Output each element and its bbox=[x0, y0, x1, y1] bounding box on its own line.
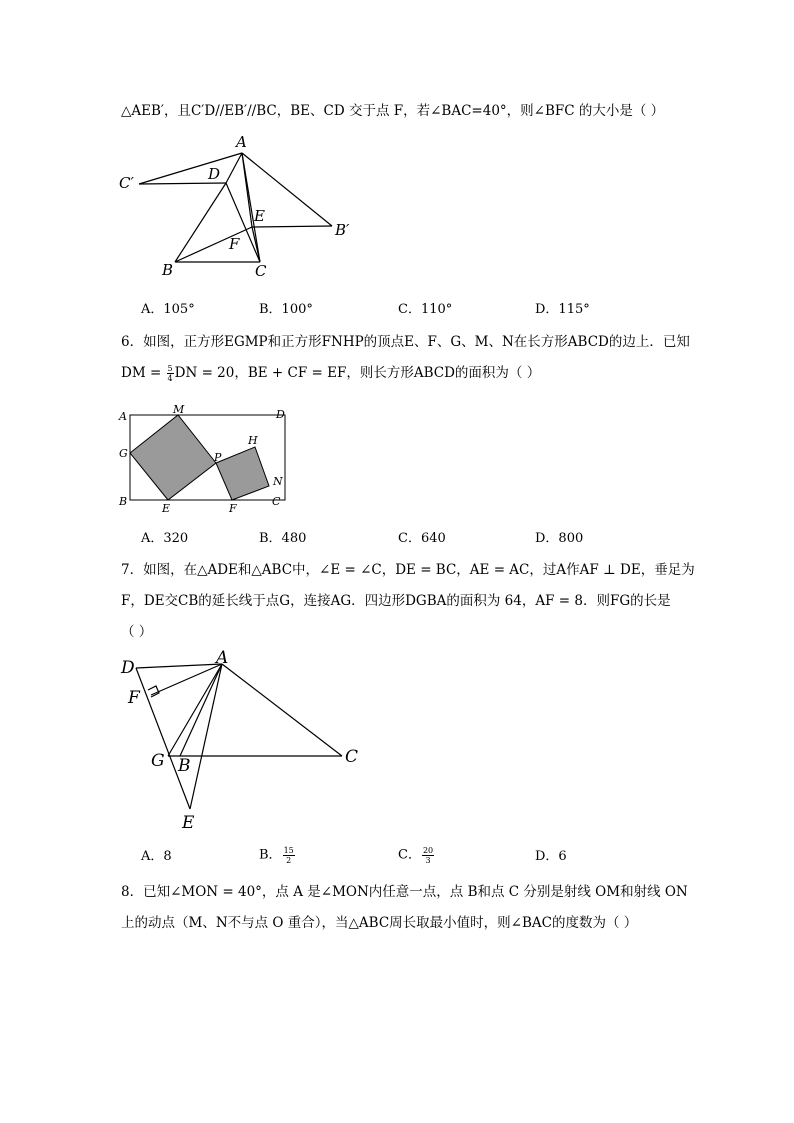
q6-line2 bbox=[121, 364, 540, 383]
q6-label-a: A bbox=[119, 410, 127, 423]
q7-line2: F，DE交CB的延长线于点G，连接AG．四边形DGBA的面积为 64，AF = 8．则FG的长是 bbox=[121, 593, 671, 609]
q6-label-d: D bbox=[276, 408, 285, 421]
q6-label-g: G bbox=[119, 447, 128, 460]
q7-label-a: A bbox=[216, 648, 229, 668]
q5-label-d: D bbox=[208, 165, 221, 183]
q7-seg-ac bbox=[222, 664, 342, 756]
q6-option-d[interactable]: D．800 bbox=[535, 531, 584, 546]
q5-seg-cpa bbox=[139, 153, 242, 184]
q5-figure bbox=[115, 130, 365, 285]
q7-option-c-num: 20 bbox=[422, 846, 434, 855]
q5-label-bp: B′ bbox=[335, 221, 350, 239]
q6-line2-post: DN = 20，BE + CF = EF，则长方形ABCD的面积为（ ） bbox=[174, 365, 541, 381]
q7-option-b-prefix: B． bbox=[259, 847, 282, 863]
q6-option-c[interactable]: C．640 bbox=[398, 531, 446, 546]
q5-label-f: F bbox=[229, 235, 240, 253]
q5-option-a[interactable]: A．105° bbox=[141, 302, 195, 317]
q6-label-f: F bbox=[229, 502, 237, 515]
q6-frac-num: 5 bbox=[167, 364, 173, 373]
q6-frac-den: 4 bbox=[167, 374, 173, 383]
q7-label-d: D bbox=[121, 658, 135, 678]
q6-label-h: H bbox=[248, 434, 258, 447]
q6-label-p: P bbox=[214, 451, 222, 464]
q6-figure bbox=[115, 402, 295, 517]
q5-label-b: B bbox=[162, 261, 174, 279]
q5-label-cp: C′ bbox=[119, 174, 134, 192]
q5-label-e: E bbox=[254, 207, 265, 225]
q7-option-c-prefix: C． bbox=[398, 847, 421, 863]
q6-label-n: N bbox=[273, 475, 283, 488]
q6-label-e: E bbox=[162, 502, 171, 515]
q7-option-b-num: 15 bbox=[283, 846, 294, 855]
q7-seg-af bbox=[151, 664, 222, 695]
q6-option-a[interactable]: A．320 bbox=[141, 531, 189, 546]
q8-line1: 8．已知∠MON = 40°，点 A 是∠MON内任意一点，点 B和点 C 分别是射线 OM和射线 ON bbox=[121, 884, 688, 900]
q7-label-b: B bbox=[178, 756, 191, 776]
q7-option-b-den: 2 bbox=[286, 856, 292, 865]
q5-option-b[interactable]: B．100° bbox=[259, 302, 313, 317]
q7-line3: （ ） bbox=[121, 624, 153, 640]
q6-line2-pre: DM = bbox=[121, 365, 166, 381]
q5-seg-ebp bbox=[252, 226, 332, 227]
q7-label-g: G bbox=[151, 751, 165, 771]
q7-seg-ab bbox=[180, 664, 222, 756]
q6-line1: 6．如图，正方形EGMP和正方形FNHP的顶点E、F、G、M、N在长方形ABCD的边上．已知 bbox=[121, 334, 690, 350]
q5-label-a: A bbox=[236, 133, 247, 151]
q7-label-f: F bbox=[128, 688, 140, 708]
q6-square-egmp bbox=[130, 415, 216, 500]
q5-option-c[interactable]: C．110° bbox=[398, 302, 453, 317]
q7-option-b[interactable] bbox=[259, 846, 296, 865]
q7-option-c[interactable] bbox=[398, 846, 435, 865]
q7-line1: 7．如图，在△ADE和△ABC中，∠E = ∠C，DE = BC，AE = AC，过A作AF ⊥ DE，垂足为 bbox=[121, 562, 695, 578]
q5-stem: △AEB′，且C′D//EB′//BC，BE、CD 交于点 F，若∠BAC=40°，则∠BFC 的大小是（ ） bbox=[121, 103, 665, 119]
q7-seg-ae bbox=[190, 664, 222, 809]
q6-label-c: C bbox=[272, 495, 281, 508]
q5-seg-ec bbox=[252, 227, 260, 262]
q6-label-b: B bbox=[119, 495, 128, 508]
q5-option-d[interactable]: D．115° bbox=[535, 302, 590, 317]
q7-option-b-fraction bbox=[283, 846, 295, 865]
q5-seg-cpd bbox=[139, 183, 226, 184]
q6-fraction bbox=[167, 364, 174, 383]
q7-seg-ag bbox=[168, 664, 222, 756]
q7-seg-da bbox=[136, 664, 222, 668]
q7-option-c-fraction bbox=[422, 846, 434, 865]
q6-square-fnhp bbox=[216, 447, 269, 500]
q7-label-c: C bbox=[345, 747, 359, 767]
q7-option-c-den: 3 bbox=[425, 856, 431, 865]
q7-label-e: E bbox=[182, 813, 195, 833]
q7-right-angle-mark bbox=[148, 686, 159, 697]
q6-option-b[interactable]: B．480 bbox=[259, 531, 307, 546]
q5-label-c: C bbox=[255, 262, 267, 280]
q6-label-m: M bbox=[173, 403, 185, 416]
q7-option-d[interactable]: D．6 bbox=[535, 849, 567, 864]
q7-figure bbox=[115, 648, 375, 833]
q8-line2: 上的动点（M、N不与点 O 重合），当△ABC周长取最小值时，则∠BAC的度数为（ ） bbox=[121, 915, 638, 931]
q7-option-a[interactable]: A．8 bbox=[141, 849, 172, 864]
